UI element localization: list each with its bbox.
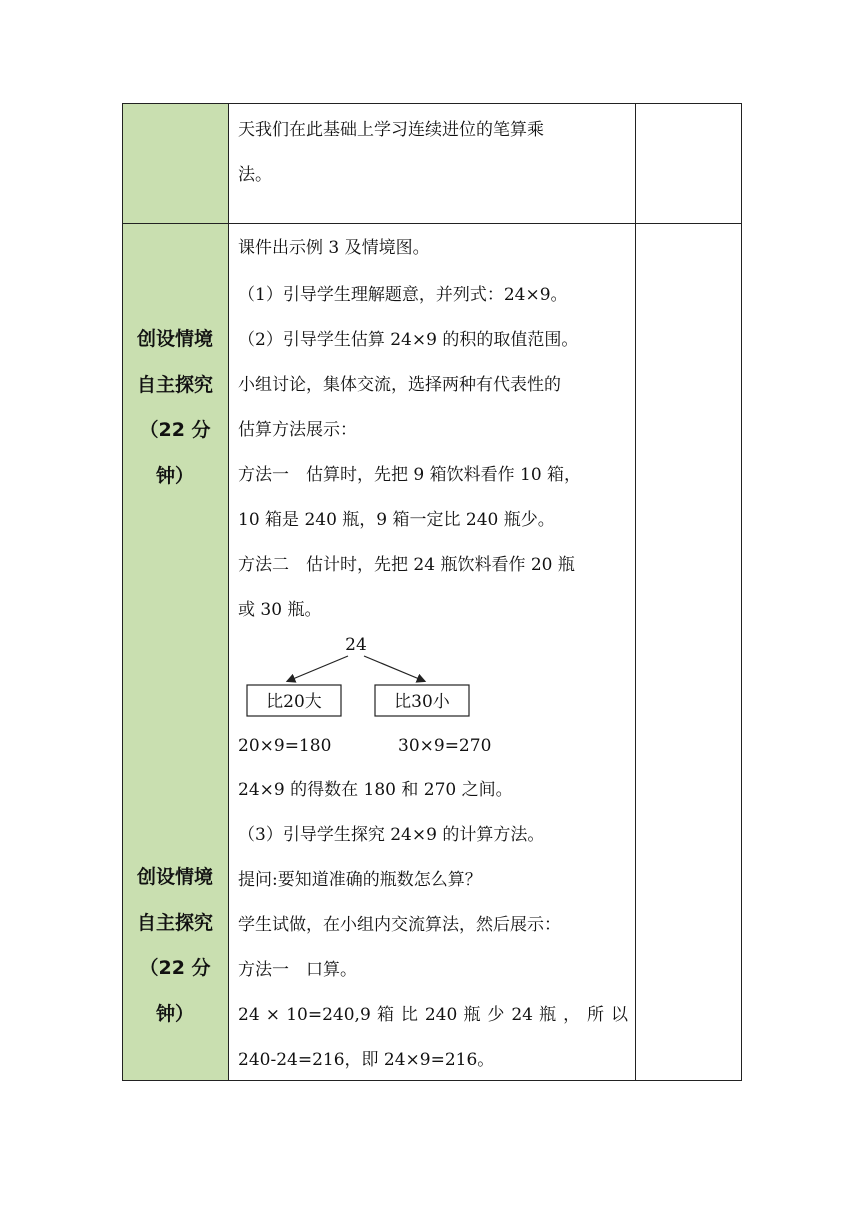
section-label-line: （22 分 <box>139 957 211 979</box>
section-label-line: 自主探究 <box>136 911 213 934</box>
lesson-plan-table <box>122 103 742 1081</box>
text-line: （2）引导学生估算 24×9 的积的取值范围。 <box>238 330 579 350</box>
text-line: 方法一 估算时，先把 9 箱饮料看作 10 箱， <box>238 465 582 485</box>
section-label-line: 钟） <box>155 464 194 487</box>
text-line: 24 × 10=240,9 箱 比 240 瓶 少 24 瓶 ， 所 以 <box>238 1005 628 1025</box>
calc-left: 20×9=180 <box>238 736 332 756</box>
section-label-line: 创设情境 <box>136 328 213 350</box>
text-line: 天我们在此基础上学习连续进位的笔算乘 <box>238 120 544 140</box>
table-border-right <box>741 103 742 1081</box>
text-line: （1）引导学生理解题意，并列式：24×9。 <box>238 285 568 305</box>
text-line: 小组讨论，集体交流，选择两种有代表性的 <box>238 375 561 395</box>
text-line: 学生试做，在小组内交流算法，然后展示： <box>238 915 561 935</box>
section-label-line: （22 分 <box>139 419 211 441</box>
section-label-top <box>122 317 228 499</box>
section-label-line: 创设情境 <box>136 866 213 888</box>
text-line: 方法一 口算。 <box>238 960 357 980</box>
text-line: 240-24=216，即 24×9=216。 <box>238 1050 495 1070</box>
text-line: 提问:要知道准确的瓶数怎么算？ <box>238 870 482 890</box>
section-label-line: 自主探究 <box>136 373 213 396</box>
calc-right: 30×9=270 <box>398 736 492 756</box>
table-border-top <box>122 103 742 104</box>
estimation-tree-diagram <box>240 630 480 720</box>
text-line: 或 30 瓶。 <box>238 600 322 620</box>
text-line: 10 箱是 240 瓶，9 箱一定比 240 瓶少。 <box>238 510 555 530</box>
table-col-divider-1 <box>228 103 229 1081</box>
tree-arrow-right <box>364 656 424 681</box>
section-label-bottom <box>122 855 228 1037</box>
text-line: （3）引导学生探究 24×9 的计算方法。 <box>238 825 545 845</box>
text-line: 方法二 估计时，先把 24 瓶饮料看作 20 瓶 <box>238 555 575 575</box>
tree-box-left-label: 比20大 <box>266 692 322 712</box>
text-line: 课件出示例 3 及情境图。 <box>238 238 430 258</box>
text-line: 估算方法展示： <box>238 420 357 440</box>
table-border-bottom <box>122 1080 742 1081</box>
text-line: 法。 <box>238 165 272 185</box>
table-col-divider-2 <box>635 103 636 1081</box>
tree-root-label: 24 <box>345 635 367 655</box>
table-row-divider <box>122 223 742 224</box>
tree-arrow-left <box>288 656 348 681</box>
tree-box-right-label: 比30小 <box>394 692 450 712</box>
text-line: 24×9 的得数在 180 和 270 之间。 <box>238 780 513 800</box>
section-label-line: 钟） <box>155 1002 194 1025</box>
label-column-row1 <box>122 103 228 223</box>
